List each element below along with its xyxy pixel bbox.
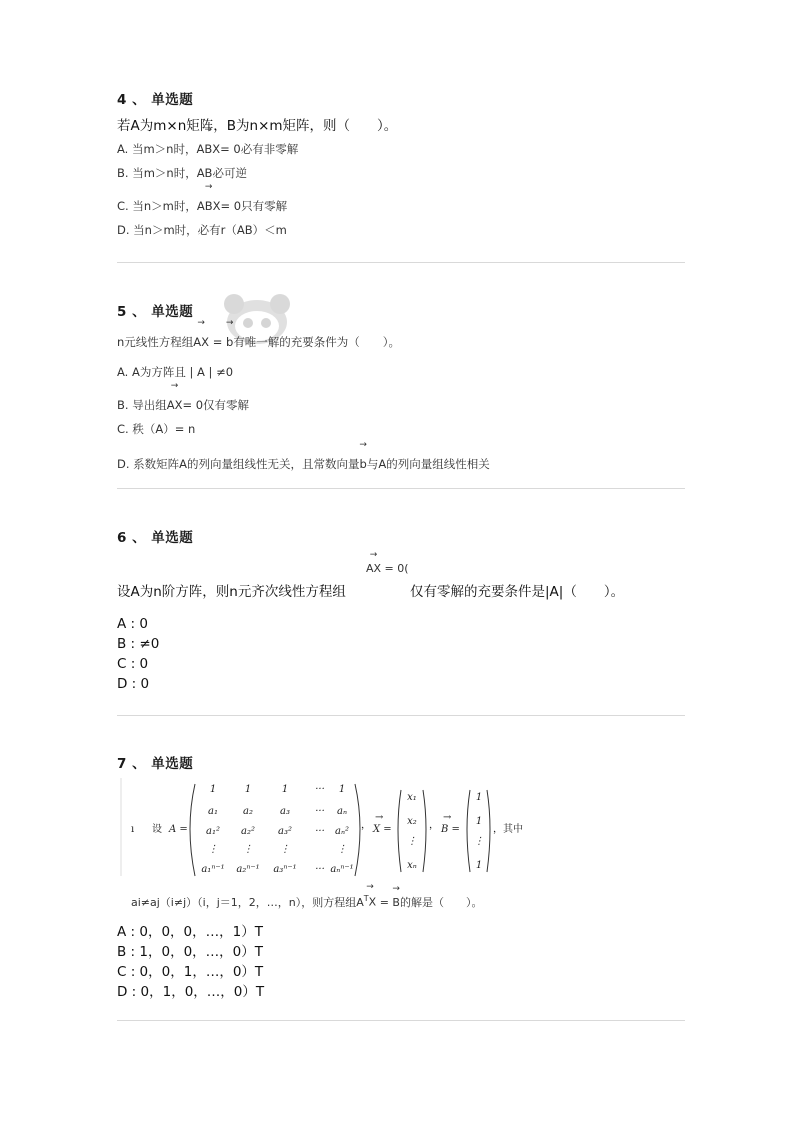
matrix-a-cell: ··· bbox=[315, 784, 325, 795]
divider bbox=[117, 1020, 685, 1021]
question-header: 5 、 单选题 bbox=[117, 304, 194, 320]
question-stem-post: 仅有零解的充要条件是|A|（ ）。 bbox=[410, 584, 625, 600]
matrix-a-right-paren bbox=[355, 784, 360, 876]
vector-x-right-paren bbox=[423, 790, 426, 872]
condition-line: ai≠aj（i≠j）（i，j＝1，2，…，n），则方程组A→ $^T$X = → B的解是（ ）。 bbox=[131, 894, 482, 910]
question-5 bbox=[117, 300, 685, 476]
options-list bbox=[117, 614, 685, 694]
option-d[interactable]: D : 0 bbox=[117, 676, 150, 692]
question-header: 6 、 单选题 bbox=[117, 530, 194, 546]
matrix-a-cell: a₂ bbox=[243, 806, 253, 817]
vector-b-cell: 1 bbox=[475, 860, 483, 871]
matrix-a-cell: ⋮ bbox=[280, 844, 290, 855]
matrix-a-cell: a₃ⁿ⁻¹ bbox=[273, 864, 297, 875]
matrix-a-cell: 1 bbox=[244, 784, 252, 795]
option-a[interactable]: A. A为方阵且 | A | ≠0 bbox=[117, 365, 234, 379]
option-c[interactable]: C. 当n＞m时，→ ABX= 0只有零解 bbox=[117, 194, 685, 218]
option-b[interactable]: B. 当m＞n时，AB必可逆 bbox=[117, 166, 247, 180]
matrix-a-cells bbox=[201, 784, 353, 875]
matrix-a-cell: a₁ bbox=[208, 806, 218, 817]
svg-text:，: ， bbox=[361, 820, 371, 831]
divider bbox=[117, 488, 685, 489]
vector-x-cell: x₂ bbox=[407, 816, 417, 827]
question-stem-pre: 设A为n阶方阵，则n元齐次线性方程组 bbox=[117, 584, 346, 600]
question-4 bbox=[117, 88, 685, 242]
option-c[interactable]: C : 0 bbox=[117, 656, 149, 672]
stem-tail: ，其中 bbox=[493, 824, 523, 835]
matrix-a-left-paren bbox=[190, 784, 195, 876]
matrix-a-cell: ⋮ bbox=[337, 844, 347, 855]
vector-x-left-paren bbox=[398, 790, 401, 872]
matrix-a-cell: ··· bbox=[315, 826, 325, 837]
matrix-a-cell: ··· bbox=[315, 864, 325, 875]
matrix-a-cell: 1 bbox=[338, 784, 346, 795]
equation-image: → AX = 0( bbox=[366, 562, 409, 575]
question-stem: 若A为m×n矩阵，B为n×m矩阵，则（ ）。 bbox=[117, 118, 398, 134]
question-7 bbox=[117, 752, 685, 772]
options-list bbox=[117, 922, 685, 1002]
matrix-equation-image bbox=[117, 776, 537, 886]
vector-x-cell: x₁ bbox=[407, 792, 417, 803]
vector-b-cell: 1 bbox=[475, 792, 483, 803]
option-d[interactable]: D : 0，1，0，…，0）T bbox=[117, 984, 265, 1000]
option-a[interactable]: A. 当m＞n时，→ ABX= 0必有非零解 bbox=[117, 137, 685, 161]
svg-text:ı: ı bbox=[131, 824, 135, 835]
matrix-a-cell: ··· bbox=[315, 806, 325, 817]
divider bbox=[117, 715, 685, 716]
option-b[interactable]: B. 导出组→ AX= 0仅有零解 bbox=[117, 393, 685, 417]
matrix-a-cell: aₙⁿ⁻¹ bbox=[330, 864, 354, 875]
matrix-a-cell: a₃ bbox=[280, 806, 290, 817]
svg-text:，: ， bbox=[429, 820, 439, 831]
option-a[interactable]: A : 0，0，0，…，1）T bbox=[117, 924, 263, 940]
vector-x-label: X = bbox=[373, 824, 392, 835]
matrix-a-cell: 1 bbox=[281, 784, 289, 795]
matrix-a-cell: a₂² bbox=[241, 826, 255, 837]
matrix-a-cell: 1 bbox=[209, 784, 217, 795]
question-stem: n元线性方程组→ AX = → b有唯一解的充要条件为（ ）。 bbox=[117, 330, 685, 354]
divider bbox=[117, 262, 685, 263]
matrix-a-cell: ⋮ bbox=[243, 844, 253, 855]
vector-b-cell: ⋮ bbox=[474, 836, 484, 847]
matrix-a-cell: a₂ⁿ⁻¹ bbox=[236, 864, 260, 875]
option-c[interactable]: C : 0，0，1，…，0）T bbox=[117, 964, 264, 980]
vector-x-cells bbox=[407, 792, 417, 871]
svg-text:→: → bbox=[375, 812, 384, 823]
option-d[interactable]: D. 当n＞m时，必有r（AB）＜m bbox=[117, 223, 287, 237]
matrix-a-cell: aₙ² bbox=[334, 826, 350, 837]
option-b[interactable]: B : ≠0 bbox=[117, 636, 160, 652]
svg-text:→: → bbox=[443, 812, 452, 823]
vector-b-label: B = bbox=[441, 824, 460, 835]
option-a[interactable]: A : 0 bbox=[117, 616, 148, 632]
option-d[interactable]: D. 系数矩阵A的列向量组线性无关，且常数向量→ b与A的列向量组线性相关 bbox=[117, 452, 685, 476]
vector-x-cell: ⋮ bbox=[407, 836, 417, 847]
option-c[interactable]: C. 秩（A）= n bbox=[117, 422, 196, 436]
vector-b-cells bbox=[474, 792, 484, 871]
vector-x-cell: xₙ bbox=[407, 860, 417, 871]
option-b[interactable]: B : 1，0，0，…，0）T bbox=[117, 944, 263, 960]
matrix-a-cell: a₁² bbox=[206, 826, 220, 837]
matrix-a-cell: a₁ⁿ⁻¹ bbox=[201, 864, 225, 875]
question-6 bbox=[117, 526, 685, 546]
matrix-a-cell: aₙ bbox=[336, 806, 348, 817]
vector-b-cell: 1 bbox=[475, 816, 483, 827]
stem-intro: 设 bbox=[152, 824, 162, 835]
matrix-a-cell: a₃² bbox=[278, 826, 292, 837]
matrix-a-cell: ⋮ bbox=[208, 844, 218, 855]
question-header: 4 、 单选题 bbox=[117, 92, 194, 108]
question-header: 7 、 单选题 bbox=[117, 756, 194, 772]
vector-b-right-paren bbox=[487, 790, 490, 872]
matrix-a-label: A = bbox=[169, 824, 188, 835]
vector-b-left-paren bbox=[467, 790, 470, 872]
